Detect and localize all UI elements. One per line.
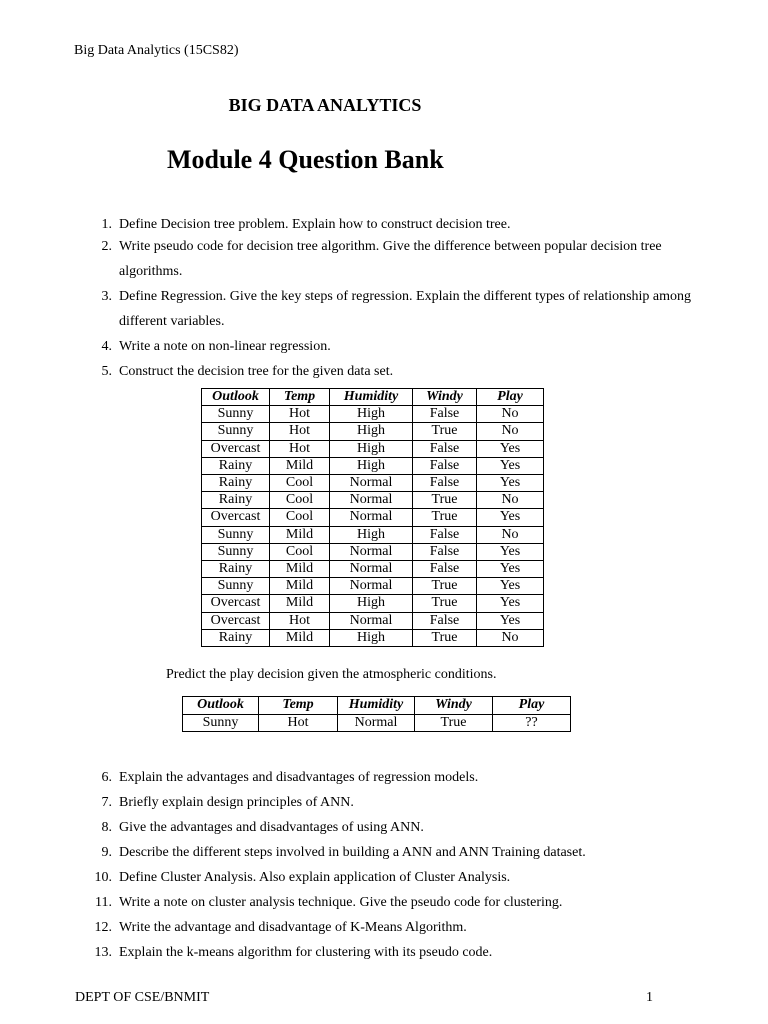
table-cell: High <box>330 423 413 440</box>
table-row <box>202 406 544 423</box>
table-cell: Hot <box>259 714 338 732</box>
table-cell: Rainy <box>202 492 270 509</box>
table-row <box>202 492 544 509</box>
table-cell: Mild <box>270 457 330 474</box>
table-cell: Yes <box>477 457 544 474</box>
table-cell: False <box>413 612 477 629</box>
question-item: 3. Define Regression. Give the key steps of regression. Explain the different types of relationship among different variables. <box>101 289 692 329</box>
question-item: 2. Write pseudo code for decision tree algorithm. Give the difference between popular decision tree algorithms. <box>101 239 662 279</box>
table-cell: No <box>477 526 544 543</box>
table-cell: Normal <box>330 578 413 595</box>
table-row <box>202 526 544 543</box>
table-cell: Mild <box>270 578 330 595</box>
table-cell: Yes <box>477 509 544 526</box>
question-list-part2 <box>94 765 694 965</box>
question-item: 12. Write the advantage and disadvantage of K-Means Algorithm. <box>94 920 467 935</box>
column-header: Play <box>477 389 544 406</box>
table-cell: False <box>413 543 477 560</box>
table-cell: Normal <box>330 543 413 560</box>
table-cell: False <box>413 475 477 492</box>
table-row <box>202 595 544 612</box>
table-cell: False <box>413 457 477 474</box>
table-cell: Sunny <box>202 526 270 543</box>
table-row <box>202 423 544 440</box>
column-header: Outlook <box>183 697 259 715</box>
table-cell: False <box>413 406 477 423</box>
table-cell: Mild <box>270 561 330 578</box>
table-cell: High <box>330 406 413 423</box>
table-cell: Hot <box>270 423 330 440</box>
question-item: 11. Write a note on cluster analysis technique. Give the pseudo code for clustering. <box>95 895 563 910</box>
table-cell: Rainy <box>202 457 270 474</box>
table-cell: Rainy <box>202 629 270 646</box>
question-item: 4. Write a note on non-linear regression. <box>101 339 331 354</box>
table-cell: Cool <box>270 543 330 560</box>
table-cell: Normal <box>338 714 415 732</box>
table-cell: Mild <box>270 595 330 612</box>
question-item: 6. Explain the advantages and disadvantages of regression models. <box>101 770 479 785</box>
table-row <box>183 714 571 732</box>
table-cell: True <box>415 714 493 732</box>
table-cell: Mild <box>270 629 330 646</box>
table-cell: Yes <box>477 561 544 578</box>
column-header: Windy <box>413 389 477 406</box>
table-cell: True <box>413 595 477 612</box>
table-cell: High <box>330 440 413 457</box>
table-cell: Yes <box>477 612 544 629</box>
table-row <box>202 578 544 595</box>
column-header: Play <box>493 697 571 715</box>
table-cell: Sunny <box>202 423 270 440</box>
table-cell: Normal <box>330 561 413 578</box>
table-cell: Yes <box>477 475 544 492</box>
table-cell: True <box>413 423 477 440</box>
table-cell: True <box>413 492 477 509</box>
table-row <box>202 509 544 526</box>
question-item: 9. Describe the different steps involved in building a ANN and ANN Training dataset. <box>101 845 586 860</box>
column-header: Temp <box>259 697 338 715</box>
predict-instruction: Predict the play decision given the atmospheric conditions. <box>166 667 497 682</box>
table-cell: Sunny <box>183 714 259 732</box>
table-cell: Sunny <box>202 578 270 595</box>
question-item: 7. Briefly explain design principles of ANN. <box>101 795 354 810</box>
table-cell: Hot <box>270 406 330 423</box>
table-cell: Sunny <box>202 406 270 423</box>
question-item: 8. Give the advantages and disadvantages of using ANN. <box>101 820 424 835</box>
table-row <box>202 612 544 629</box>
subject-title: BIG DATA ANALYTICS <box>228 95 422 115</box>
table-row <box>202 543 544 560</box>
table-cell: Yes <box>477 578 544 595</box>
column-header: Humidity <box>330 389 413 406</box>
table-row <box>202 475 544 492</box>
table-cell: Normal <box>330 612 413 629</box>
table-cell: Overcast <box>202 509 270 526</box>
table-header-row <box>183 697 571 715</box>
table-cell: Normal <box>330 492 413 509</box>
table-cell: ?? <box>493 714 571 732</box>
page-number: 1 <box>646 990 653 1005</box>
table-cell: Mild <box>270 526 330 543</box>
page-header: Big Data Analytics (15CS82) <box>74 43 239 58</box>
table-cell: Overcast <box>202 440 270 457</box>
column-header: Windy <box>415 697 493 715</box>
column-header: Temp <box>270 389 330 406</box>
table-cell: Rainy <box>202 561 270 578</box>
table-cell: No <box>477 406 544 423</box>
table-cell: Overcast <box>202 612 270 629</box>
table-cell: Overcast <box>202 595 270 612</box>
question-item: 10. Define Cluster Analysis. Also explain application of Cluster Analysis. <box>94 870 511 885</box>
table-cell: Cool <box>270 492 330 509</box>
table-cell: Yes <box>477 595 544 612</box>
table-cell: Hot <box>270 440 330 457</box>
table-row <box>202 457 544 474</box>
table-cell: True <box>413 509 477 526</box>
table-cell: Yes <box>477 440 544 457</box>
table-row <box>202 561 544 578</box>
table-cell: High <box>330 526 413 543</box>
table-cell: Hot <box>270 612 330 629</box>
footer-department: DEPT OF CSE/BNMIT <box>75 990 210 1005</box>
question-item: 1. Define Decision tree problem. Explain how to construct decision tree. <box>101 217 511 232</box>
predict-table <box>182 696 571 732</box>
question-list-part1 <box>94 216 694 384</box>
question-item: 5. Construct the decision tree for the given data set. <box>101 364 394 379</box>
table-cell: No <box>477 629 544 646</box>
question-item: 13. Explain the k-means algorithm for clustering with its pseudo code. <box>94 945 493 960</box>
table-cell: High <box>330 629 413 646</box>
table-cell: Cool <box>270 509 330 526</box>
table-cell: Sunny <box>202 543 270 560</box>
table-cell: False <box>413 440 477 457</box>
table-row <box>202 440 544 457</box>
column-header: Humidity <box>338 697 415 715</box>
table-cell: High <box>330 457 413 474</box>
table-cell: Yes <box>477 543 544 560</box>
table-cell: Normal <box>330 475 413 492</box>
table-header-row <box>202 389 544 406</box>
table-cell: Normal <box>330 509 413 526</box>
table-cell: Cool <box>270 475 330 492</box>
table-cell: No <box>477 492 544 509</box>
table-cell: Rainy <box>202 475 270 492</box>
table-cell: False <box>413 561 477 578</box>
table-cell: True <box>413 578 477 595</box>
table-cell: No <box>477 423 544 440</box>
table-cell: False <box>413 526 477 543</box>
column-header: Outlook <box>202 389 270 406</box>
table-cell: True <box>413 629 477 646</box>
table-row <box>202 629 544 646</box>
dataset-table <box>201 388 544 647</box>
table-cell: High <box>330 595 413 612</box>
module-title: Module 4 Question Bank <box>167 145 444 174</box>
